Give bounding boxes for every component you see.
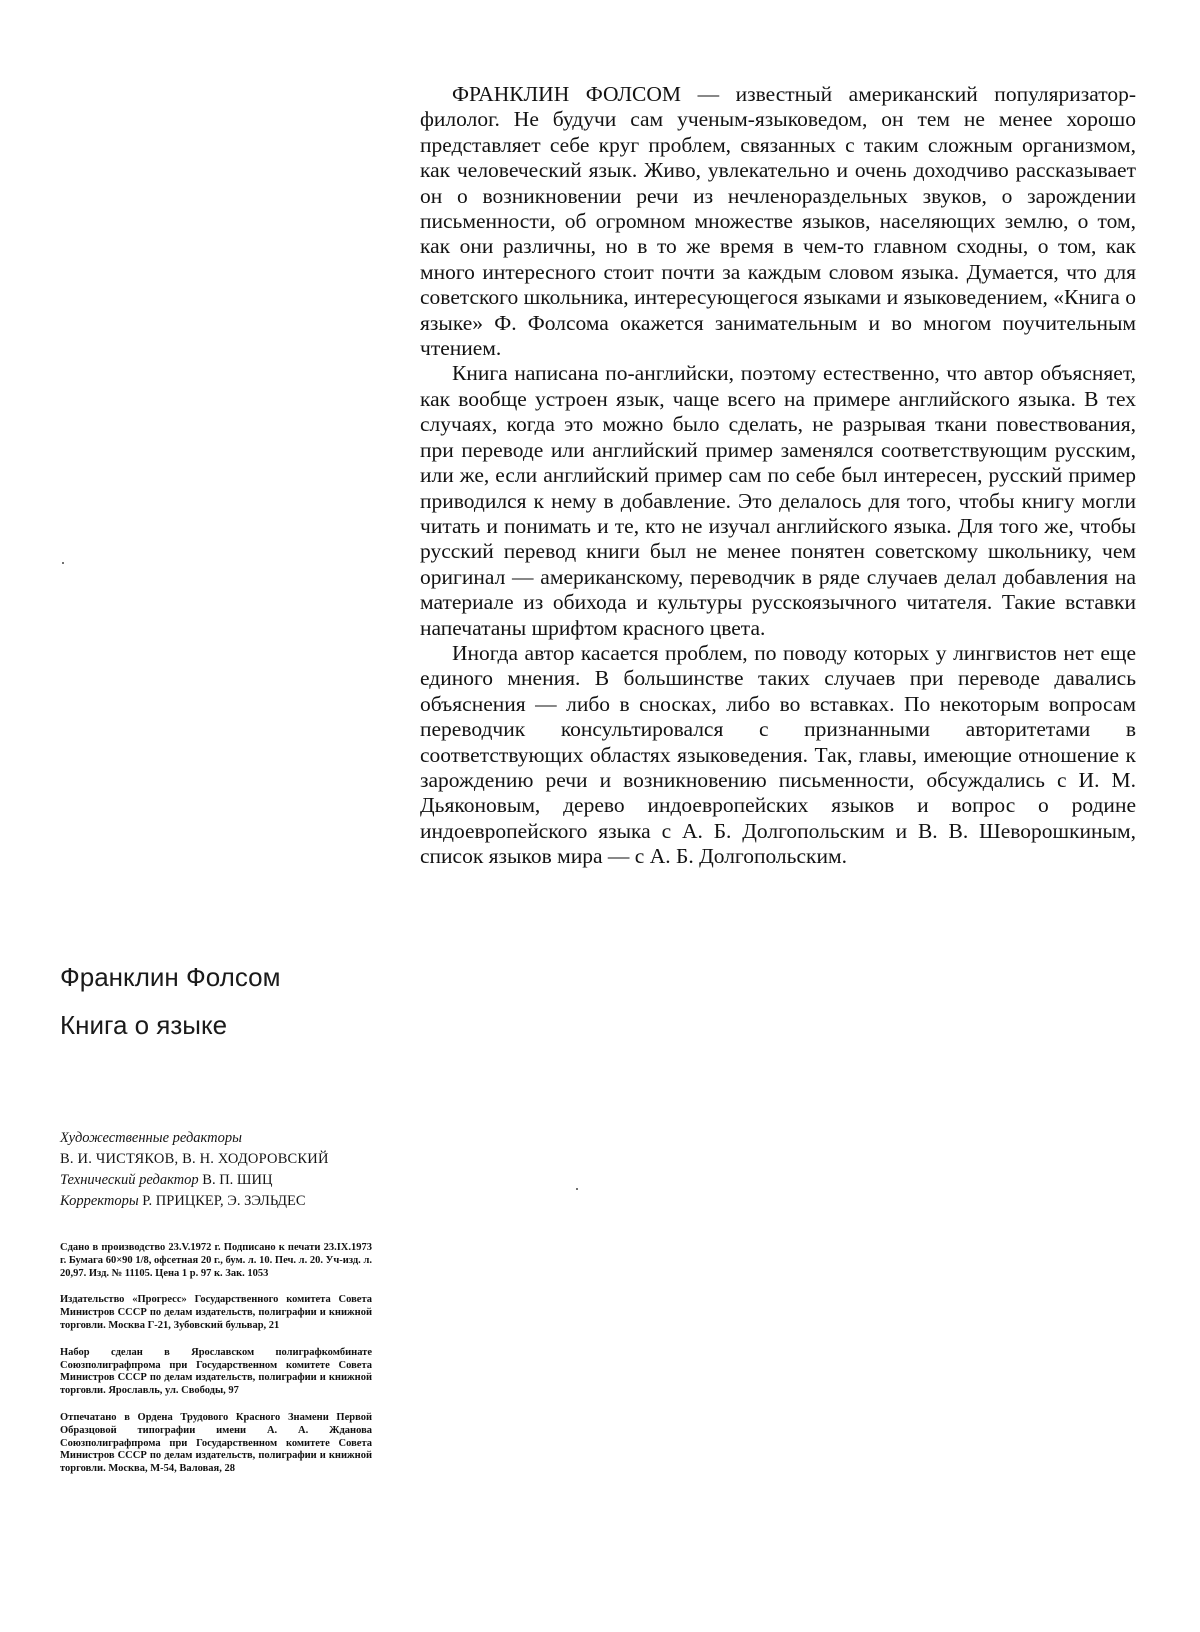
proofreaders-names: Р. ПРИЦКЕР, Э. ЗЭЛЬДЕС bbox=[142, 1193, 306, 1209]
tech-editor-label: Технический редактор bbox=[60, 1172, 199, 1188]
imprint-printing: Отпечатано в Ордена Трудового Красного Знамени Первой Образцовой типографии имени А. А. Жданова Союзполиграфпрома при Государственном комитете Совета Министров СССР по делам издательств, полиграфии и книжной торговли. Москва, М-54, Валовая, 28 bbox=[60, 1411, 372, 1475]
imprint-publisher: Издательство «Прогресс» Государственного комитета Совета Министров СССР по делам издательств, полиграфии и книжной торговли. Москва Г-21, Зубовский бульвар, 21 bbox=[60, 1294, 372, 1331]
imprint-production: Сдано в производство 23.V.1972 г. Подписано к печати 23.IX.1973 г. Бумага 60×90 1/8, офсетная 20 г., бум. л. 10. Печ. л. 20. Уч-изд. л. 20,97. Изд. № 11105. Цена 1 р. 97 к. Зак. 1053 bbox=[60, 1242, 372, 1279]
scan-speck bbox=[62, 562, 64, 564]
scan-speck bbox=[576, 1188, 578, 1190]
editorial-credits bbox=[60, 1128, 380, 1212]
tech-editor-name: В. П. ШИЦ bbox=[202, 1172, 273, 1188]
annotation-paragraph: Иногда автор касается проблем, по поводу которых у лингвистов нет еще единого мнения. В большинстве таких случаев при переводе давались объяснения — либо в сносках, либо во вставках. По некоторым вопросам переводчик консультировался с признанными авторитетами в соответствующих областях языковедения. Так, главы, имеющие отношение к зарождению речи и возникновению письменности, обсуждались с И. М. Дьяконовым, дерево индоевропейских языков и вопрос о родине индоевропейского языка с А. Б. Долгопольским и В. В. Шеворошкиным, список языков мира — с А. Б. Долгопольским. bbox=[420, 640, 1136, 869]
tech-editor-line bbox=[60, 1170, 380, 1191]
art-editors-label: Художественные редакторы bbox=[60, 1130, 242, 1146]
author-name: Франклин Фолсом bbox=[60, 962, 281, 992]
imprint-block bbox=[60, 1242, 372, 1490]
annotation-paragraph: Книга написана по-английски, поэтому естественно, что автор объясняет, как вообще устроен язык, чаще всего на примере английского языка. В тех случаях, когда это можно было сделать, не разрывая ткани повествования, при переводе или английский пример заменялся соответствующим русским, или же, если английский пример сам по себе был интересен, русский пример приводился к нему в добавление. Это делалось для того, чтобы книгу могли читать и понимать и те, кто не изучал английского языка. Для того же, чтобы русский перевод книги был не менее понятен советскому школьнику, чем оригинал — американскому, переводчик в ряде случаев делал добавления на материале из обихода и культуры русскоязычного читателя. Такие вставки напечатаны шрифтом красного цвета. bbox=[420, 361, 1136, 640]
art-editors-names: В. И. ЧИСТЯКОВ, В. Н. ХОДОРОВСКИЙ bbox=[60, 1151, 329, 1167]
proofreaders-line bbox=[60, 1191, 380, 1212]
annotation-text bbox=[420, 82, 1136, 870]
book-title-block bbox=[60, 962, 390, 1040]
proofreaders-label: Корректоры bbox=[60, 1193, 139, 1209]
imprint-typesetting: Набор сделан в Ярославском полиграфкомбинате Союзполиграфпрома при Государственном комитете Совета Министров СССР по делам издательств, полиграфии и книжной торговли. Ярославль, ул. Свободы, 97 bbox=[60, 1346, 372, 1397]
book-title: Книга о языке bbox=[60, 1010, 228, 1040]
annotation-paragraph: ФРАНКЛИН ФОЛСОМ — известный американский популяризатор-филолог. Не будучи сам ученым-языковедом, он тем не менее хорошо представляет себе круг проблем, связанных с таким сложным организмом, как человеческий язык. Живо, увлекательно и очень доходчиво рассказывает он о возникновении речи из нечленораздельных звуков, о зарождении письменности, об огромном множестве языков, населяющих землю, о том, как они различны, но в то же время в чем-то главном сходны, о том, как много интересного стоит почти за каждым словом языка. Думается, что для советского школьника, интересующегося языками и языковедением, «Книга о языке» Ф. Фолсома окажется занимательным и во многом поучительным чтением. bbox=[420, 82, 1136, 361]
